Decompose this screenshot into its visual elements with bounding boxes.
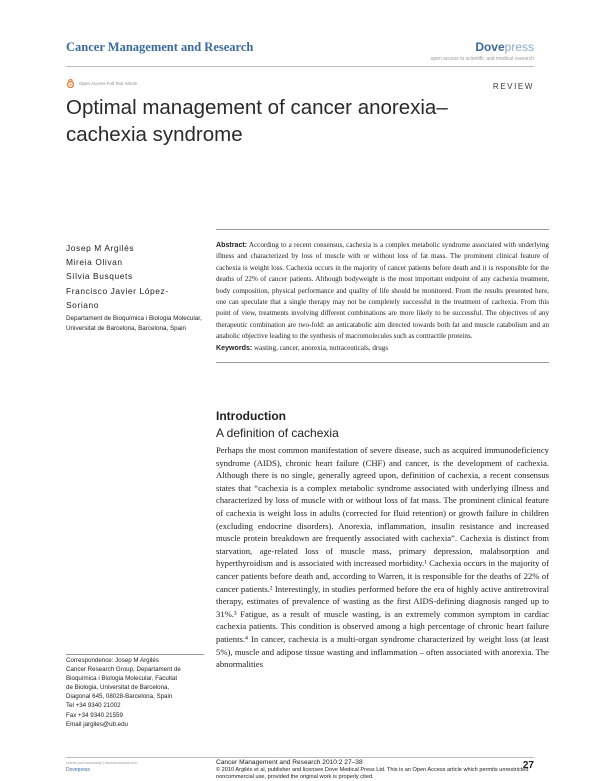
correspondence-line: de Biologia, Universitat de Barcelona, bbox=[66, 684, 170, 692]
footer-citation: Cancer Management and Research 2010:2 27–38 bbox=[216, 759, 363, 766]
correspondence-email: Email jargiles@ub.edu bbox=[66, 720, 128, 728]
keywords-label: Keywords: bbox=[216, 343, 253, 352]
author-name: Francisco Javier López-Soriano bbox=[66, 285, 169, 310]
open-access-label: Open Access Full Text Article bbox=[79, 81, 137, 86]
publisher-press: press bbox=[504, 40, 534, 54]
keywords bbox=[216, 343, 549, 354]
section-heading: Introduction bbox=[216, 409, 286, 423]
publisher-dove: Dove bbox=[475, 40, 505, 54]
correspondence-fax: Fax +34 9340 21559 bbox=[66, 711, 123, 719]
submit-manuscript-link[interactable]: submit your manuscript | www.dovepress.com bbox=[66, 761, 138, 765]
author-affiliation: Departament de Bioquímica i Biologia Molecular, Universitat de Barcelona, Barcelona, Spain bbox=[66, 315, 202, 332]
abstract-box bbox=[216, 229, 549, 363]
correspondence-divider bbox=[66, 654, 204, 655]
correspondence-block bbox=[66, 656, 206, 729]
abstract-label: Abstract: bbox=[216, 241, 248, 249]
journal-name: Cancer Management and Research bbox=[66, 40, 254, 54]
open-access-lock-icon bbox=[66, 79, 75, 88]
publisher-logo bbox=[475, 40, 534, 54]
author-name: Mireia Olivan bbox=[66, 257, 123, 268]
article-type: REVIEW bbox=[492, 82, 534, 91]
correspondence-line: Diagonal 645, 08028-Barcelona, Spain bbox=[66, 693, 173, 701]
article-title: Optimal management of cancer anorexia–cachexia syndrome bbox=[66, 96, 448, 146]
open-access-badge bbox=[66, 79, 137, 88]
footer-publisher: Dovepress bbox=[66, 767, 90, 773]
page-number: 27 bbox=[522, 760, 534, 771]
correspondence-phone: Tel +34 9340 21002 bbox=[66, 702, 121, 710]
abstract-text: According to a recent consensus, cachexia is a complex metabolic syndrome associated with underlying illness and characterized by loss of muscle with or without loss of fat mass. The prominent clinical feature of cachexia is weight loss. Cachexia occurs in the majority of cancer patients before death and it is responsible for the deaths of 22% of cancer patients. Although bodyweight is the most important endpoint of any cachexia treatment, body composition, physical performance and quality of life should be monitored. From the results presented here, one can speculate that a single therapy may not be completely successful in the treatment of cachexia. From this point of view, treatments involving different combinations are more likely to be successful. The objectives of any therapeutic combination are two-fold: an anticatabolic aim directed towards both fat and muscle catabolism and an anabolic objective leading to the synthesis of macromolecules such as contractile proteins. bbox=[216, 241, 549, 341]
footer-divider bbox=[66, 757, 534, 758]
abstract bbox=[216, 240, 549, 343]
section-subheading: A definition of cachexia bbox=[216, 426, 339, 440]
footer-copyright: © 2010 Argilés et al, publisher and licensee Dove Medical Press Ltd. This is an Open Access article which permits unrestricted noncommercial use, provided the original work is properly cited. bbox=[216, 767, 529, 781]
body-paragraph: Perhaps the most common manifestation of severe disease, such as acquired immunodeficiency syndrome (AIDS), chronic heart failure (CHF) and cancer, is the development of cachexia. Although there is no single, generally agreed upon, definition of cachexia, a recent consensus states that “cachexia is a complex metabolic syndrome associated with underlying illness and characterized by loss of muscle with or without loss of fat mass. The prominent clinical feature of cachexia is weight loss in adults (corrected for fluid retention) or growth failure in children (excluding endocrine disorders). Anorexia, inflammation, insulin resistance and increased muscle protein breakdown are frequently associated with cachexia”. Cachexia is distinct from starvation, age-related loss of muscle mass, primary depression, malabsorption and hyperthyroidism and is associated with increased morbidity.¹ Cachexia occurs in the majority of cancer patients before death and, according to Warren, it is responsible for the deaths of 22% of cancer patients.² Interestingly, in studies performed before the era of highly active antiretroviral therapy, estimates of prevalence of wasting as the first AIDS-defining diagnosis ranged up to 31%.³ Fatigue, as a result of muscle wasting, is an extremely common symptom in cardiac cachexia patients. This condition is observed among a high percentage of chronic heart failure patients.⁴ In cancer, cachexia is a multi-organ syndrome characterized by weight loss (at least 5%), muscle and adipose tissue wasting and inflammation – often associated with anorexia. The abnormalities bbox=[216, 445, 549, 670]
author-name: Sílvia Busquets bbox=[66, 271, 133, 282]
keywords-text: wasting, cancer, anorexia, nutraceuticals, drugs bbox=[254, 343, 389, 352]
correspondence-line: Bioquímica i Biologia Molecular, Facultat bbox=[66, 675, 178, 683]
publisher-tagline: open access to scientific and medical research bbox=[430, 56, 534, 62]
correspondence-line: Cancer Research Group, Departament de bbox=[66, 666, 181, 674]
header-divider bbox=[66, 66, 534, 67]
author-name: Josep M Argilés bbox=[66, 243, 135, 253]
author-list bbox=[66, 241, 201, 312]
correspondence-line: Correspondence: Josep M Argilés bbox=[66, 657, 159, 664]
